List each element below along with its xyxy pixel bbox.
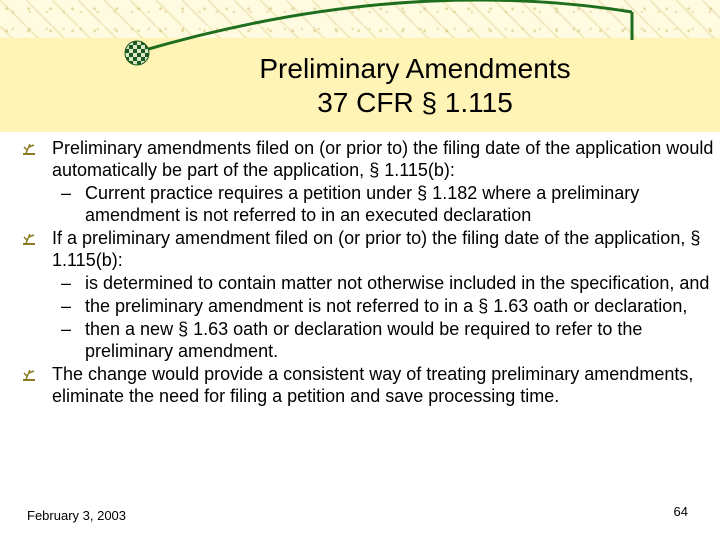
slide-title — [180, 52, 650, 120]
bullet-text: Preliminary amendments filed on (or prior to) the filing date of the application would automatically be part of the application, § 1.115(b): — [52, 138, 714, 180]
footer-date: February 3, 2003 — [27, 508, 127, 523]
bullet-item — [52, 363, 716, 407]
bullet-text: The change would provide a consistent way of treating preliminary amendments, eliminate the need for filing a petition and save processing time. — [52, 364, 694, 406]
sub-bullet-marker: – — [61, 319, 72, 339]
sub-bullet-text: Current practice requires a petition under § 1.182 where a preliminary amendment is not referred to in an executed declaration — [85, 183, 640, 225]
sub-bullet-text: is determined to contain matter not otherwise included in the specification, and — [85, 273, 710, 293]
sub-bullet-item — [61, 318, 715, 362]
sprout-bullet-icon — [21, 140, 37, 156]
bullet-item — [52, 137, 716, 181]
sub-bullet-text: the preliminary amendment is not referred to in a § 1.63 oath or declaration, — [85, 296, 688, 316]
sub-bullet-item — [61, 272, 715, 294]
sprout-bullet-icon — [21, 230, 37, 246]
title-line-2: 37 CFR § 1.115 — [317, 87, 513, 118]
bullet-item — [52, 227, 716, 271]
bullet-list — [0, 137, 720, 408]
sub-bullet-marker: – — [61, 296, 72, 316]
page-number: 64 — [673, 504, 688, 519]
sprout-bullet-icon — [21, 366, 37, 382]
sub-bullet-item — [61, 295, 715, 317]
sub-bullet-item — [61, 182, 715, 226]
sub-bullet-text: then a new § 1.63 oath or declaration would be required to refer to the preliminary amendment. — [85, 319, 643, 361]
sub-bullet-marker: – — [61, 273, 72, 293]
sub-bullet-marker: – — [61, 183, 72, 203]
title-line-1: Preliminary Amendments — [259, 53, 571, 84]
bullet-text: If a preliminary amendment filed on (or prior to) the filing date of the application, § 1.115(b): — [52, 228, 701, 270]
checkered-orb-icon — [124, 40, 150, 66]
